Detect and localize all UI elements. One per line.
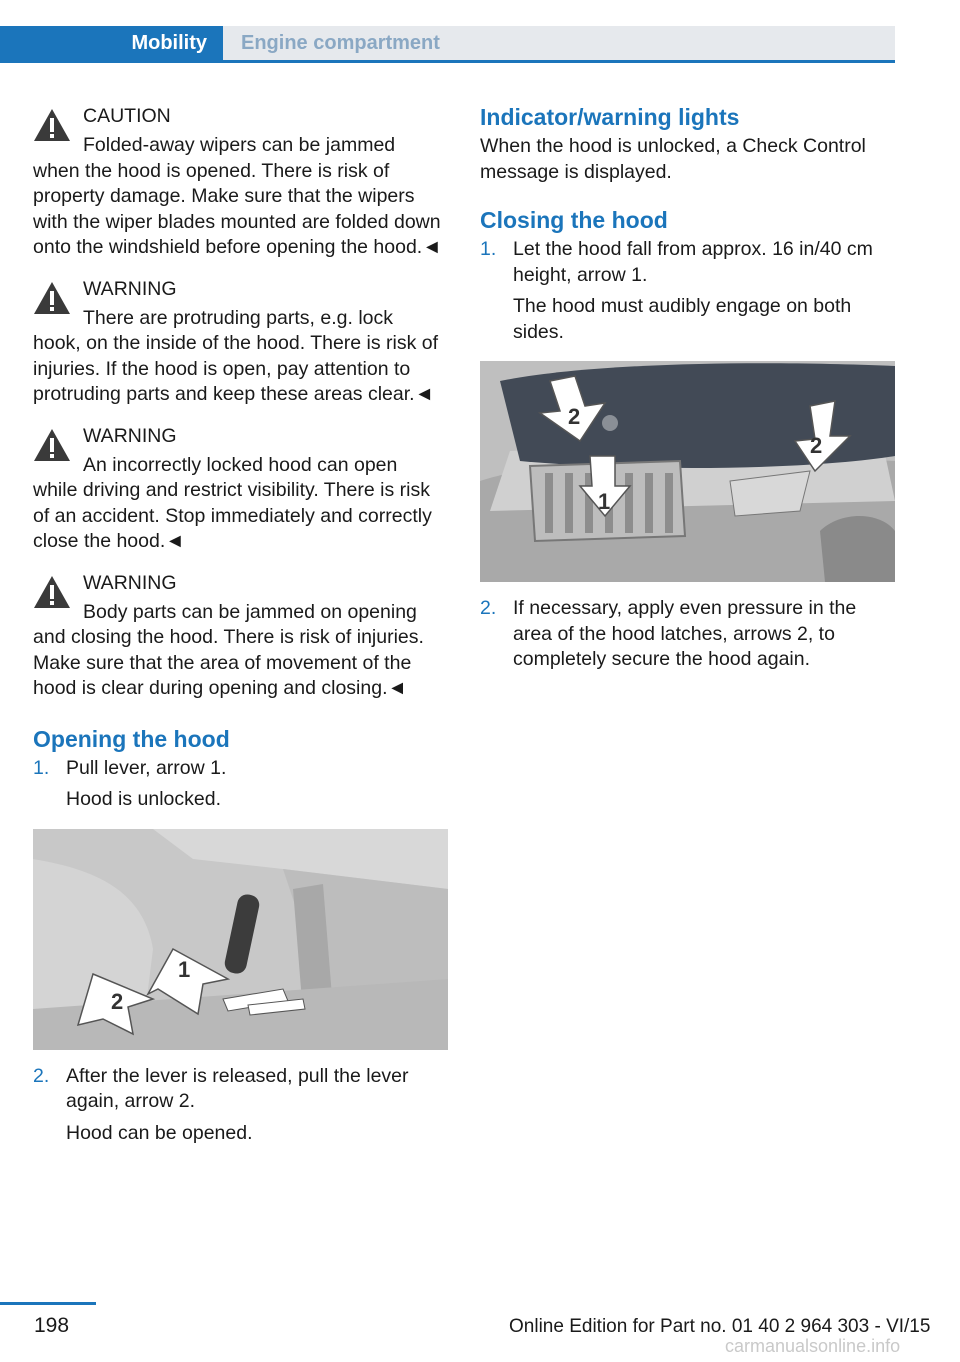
step-number: 2. xyxy=(33,1064,50,1087)
arrow-label-2: 2 xyxy=(568,404,581,429)
footer-rule xyxy=(0,1302,96,1305)
step-number: 2. xyxy=(480,597,497,619)
caution-text-first: Folded-away wipers can be jammed xyxy=(83,134,396,156)
closing-step-1 xyxy=(480,237,895,345)
hood-lever-figure xyxy=(33,829,448,1050)
opening-step-2 xyxy=(33,1064,448,1147)
step-number: 1. xyxy=(33,756,50,779)
arrow-label-1: 1 xyxy=(178,956,191,982)
warning-triangle-icon xyxy=(33,281,71,315)
warning-text: hook, on the inside of the hood. There is risk of injuries. If the hood is open, pay attention to protruding parts and keep these areas clear.◄ xyxy=(33,332,439,405)
arrow-label-2: 2 xyxy=(810,433,823,458)
indicator-heading: Indicator/warning lights xyxy=(480,104,740,130)
left-column xyxy=(33,104,448,1146)
step-number: 1. xyxy=(480,238,497,260)
step-text: Let the hood fall from approx. 16 in/40 cm height, arrow 1. xyxy=(513,238,873,286)
arrow-label-1: 1 xyxy=(598,489,611,514)
watermark: carmanualsonline.info xyxy=(725,1336,901,1356)
step-text: If necessary, apply even pressure in the area of the hood latches, arrows 2, to completely secure the hood again. xyxy=(513,597,857,670)
section-tab: Mobility xyxy=(0,26,223,60)
step-text: After the lever is released, pull the lever again, arrow 2. xyxy=(66,1064,409,1112)
warning-triangle-icon xyxy=(33,575,71,609)
warning-text-first: Body parts can be jammed on opening xyxy=(83,600,417,623)
warning-triangle-icon xyxy=(33,428,71,462)
warning-text: while driving and restrict visibility. There is risk of an accident. Stop immediately and correctly close the hood.◄ xyxy=(33,479,432,552)
indicator-text: When the hood is unlocked, a Check Control message is displayed. xyxy=(480,135,866,183)
chapter-tab: Engine compartment xyxy=(223,26,895,60)
edition-text: Online Edition for Part no. 01 40 2 964 303 - VI/15 xyxy=(509,1316,931,1337)
step-text: Pull lever, arrow 1. xyxy=(66,756,227,779)
caution-label: CAUTION xyxy=(83,105,171,127)
warning-block xyxy=(33,424,448,555)
warning-text-first: There are protruding parts, e.g. lock xyxy=(83,306,393,329)
page-number: 198 xyxy=(34,1314,70,1337)
warning-text-first: An incorrectly locked hood can open xyxy=(83,453,398,476)
warning-triangle-icon xyxy=(33,108,71,142)
page-header xyxy=(0,0,895,62)
header-rule xyxy=(0,60,895,63)
opening-step-1 xyxy=(33,756,448,813)
right-column xyxy=(480,102,895,673)
closing-step-2 xyxy=(480,596,895,673)
caution-text: when the hood is opened. There is risk of property damage. Make sure that the wipers with the wiper blades mounted are folded down onto the windshield before opening the hood.◄ xyxy=(33,159,442,258)
hood-closing-figure xyxy=(480,361,895,582)
warning-text: and closing the hood. There is risk of injuries. Make sure that the area of movement of the hood is clear during opening and closing.◄ xyxy=(33,626,424,699)
step-subtext: Hood can be opened. xyxy=(66,1121,253,1144)
step-subtext: Hood is unlocked. xyxy=(66,788,222,810)
caution-block xyxy=(33,104,448,261)
closing-heading: Closing the hood xyxy=(480,207,668,233)
warning-label: WARNING xyxy=(83,424,177,447)
warning-label: WARNING xyxy=(83,571,177,594)
warning-block xyxy=(33,571,448,702)
warning-block xyxy=(33,277,448,408)
warning-label: WARNING xyxy=(83,277,177,300)
step-subtext: The hood must audibly engage on both sides. xyxy=(513,295,852,343)
arrow-label-2: 2 xyxy=(111,988,124,1014)
opening-heading: Opening the hood xyxy=(33,725,230,752)
